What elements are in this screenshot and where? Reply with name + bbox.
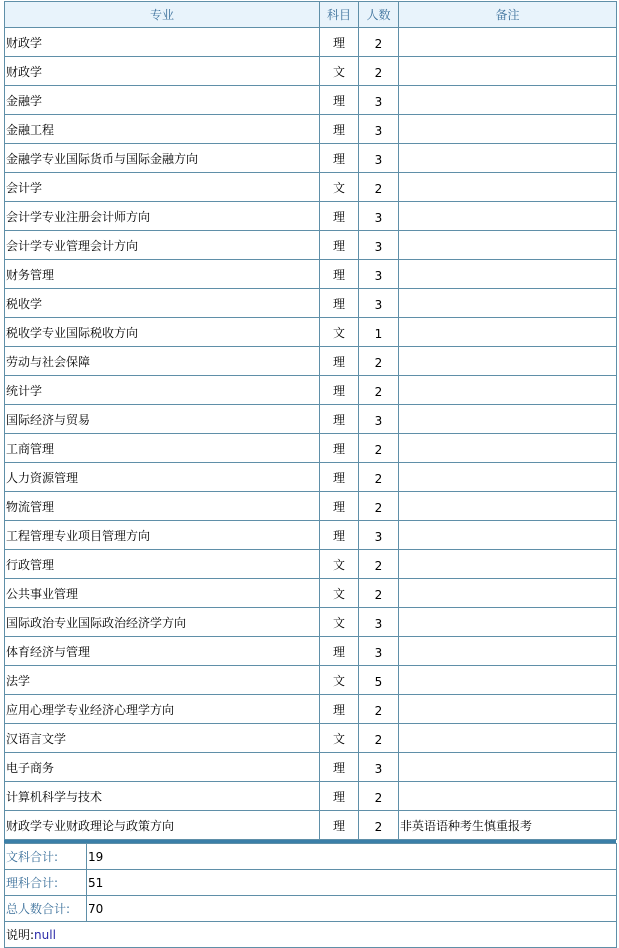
major-cell: 电子商务	[5, 753, 320, 782]
subject-cell: 理	[320, 86, 359, 115]
subject-cell: 理	[320, 463, 359, 492]
remark-cell	[399, 637, 617, 666]
count-cell: 2	[359, 782, 399, 811]
remark-cell	[399, 463, 617, 492]
remark-cell	[399, 666, 617, 695]
count-cell: 3	[359, 115, 399, 144]
major-cell: 税收学专业国际税收方向	[5, 318, 320, 347]
remark-cell	[399, 144, 617, 173]
count-cell: 2	[359, 463, 399, 492]
note-value: null	[34, 928, 56, 942]
table-row	[5, 579, 617, 608]
subject-cell: 理	[320, 753, 359, 782]
subject-cell: 理	[320, 289, 359, 318]
major-cell: 计算机科学与技术	[5, 782, 320, 811]
science-total-value: 51	[87, 870, 617, 896]
major-cell: 会计学专业注册会计师方向	[5, 202, 320, 231]
table-body	[5, 28, 617, 840]
subject-cell: 文	[320, 550, 359, 579]
count-cell: 2	[359, 434, 399, 463]
remark-cell	[399, 347, 617, 376]
table-row	[5, 231, 617, 260]
remark-cell: 非英语语种考生慎重报考	[399, 811, 617, 840]
remark-cell	[399, 753, 617, 782]
count-cell: 2	[359, 724, 399, 753]
major-cell: 国际经济与贸易	[5, 405, 320, 434]
count-cell: 2	[359, 28, 399, 57]
table-row	[5, 376, 617, 405]
major-cell: 劳动与社会保障	[5, 347, 320, 376]
note-row	[5, 922, 617, 948]
subject-cell: 理	[320, 637, 359, 666]
count-cell: 3	[359, 521, 399, 550]
subject-cell: 理	[320, 434, 359, 463]
subject-cell: 理	[320, 260, 359, 289]
subject-cell: 文	[320, 318, 359, 347]
table-row	[5, 260, 617, 289]
table-row	[5, 521, 617, 550]
count-cell: 2	[359, 57, 399, 86]
major-cell: 人力资源管理	[5, 463, 320, 492]
table-row	[5, 57, 617, 86]
arts-total-value: 19	[87, 844, 617, 870]
subject-cell: 理	[320, 405, 359, 434]
table-row	[5, 463, 617, 492]
major-cell: 金融学专业国际货币与国际金融方向	[5, 144, 320, 173]
remark-cell	[399, 434, 617, 463]
header-major: 专业	[5, 2, 320, 28]
count-cell: 3	[359, 202, 399, 231]
table-row	[5, 753, 617, 782]
remark-cell	[399, 86, 617, 115]
remark-cell	[399, 405, 617, 434]
count-cell: 1	[359, 318, 399, 347]
header-subject: 科目	[320, 2, 359, 28]
table-header	[5, 2, 617, 28]
count-cell: 3	[359, 231, 399, 260]
table-row	[5, 666, 617, 695]
count-cell: 3	[359, 405, 399, 434]
subject-cell: 理	[320, 811, 359, 840]
remark-cell	[399, 695, 617, 724]
subject-cell: 文	[320, 724, 359, 753]
major-cell: 金融学	[5, 86, 320, 115]
note-label: 说明:	[6, 928, 35, 942]
major-cell: 应用心理学专业经济心理学方向	[5, 695, 320, 724]
subject-cell: 理	[320, 144, 359, 173]
major-cell: 行政管理	[5, 550, 320, 579]
major-cell: 公共事业管理	[5, 579, 320, 608]
remark-cell	[399, 492, 617, 521]
table-row	[5, 811, 617, 840]
table-row	[5, 608, 617, 637]
table-row	[5, 695, 617, 724]
remark-cell	[399, 579, 617, 608]
count-cell: 3	[359, 260, 399, 289]
major-cell: 汉语言文学	[5, 724, 320, 753]
count-cell: 2	[359, 811, 399, 840]
table-row	[5, 492, 617, 521]
count-cell: 3	[359, 144, 399, 173]
major-cell: 国际政治专业国际政治经济学方向	[5, 608, 320, 637]
subject-cell: 理	[320, 115, 359, 144]
count-cell: 3	[359, 637, 399, 666]
major-cell: 工程管理专业项目管理方向	[5, 521, 320, 550]
count-cell: 2	[359, 376, 399, 405]
header-remark: 备注	[399, 2, 617, 28]
major-cell: 财政学	[5, 28, 320, 57]
major-cell: 财务管理	[5, 260, 320, 289]
count-cell: 2	[359, 550, 399, 579]
table-row	[5, 724, 617, 753]
remark-cell	[399, 376, 617, 405]
remark-cell	[399, 724, 617, 753]
table-row	[5, 637, 617, 666]
table-row	[5, 347, 617, 376]
science-total-label: 理科合计:	[5, 870, 87, 896]
arts-total-label: 文科合计:	[5, 844, 87, 870]
major-cell: 会计学专业管理会计方向	[5, 231, 320, 260]
remark-cell	[399, 260, 617, 289]
header-count: 人数	[359, 2, 399, 28]
table-row	[5, 782, 617, 811]
major-cell: 金融工程	[5, 115, 320, 144]
major-cell: 物流管理	[5, 492, 320, 521]
table-row	[5, 405, 617, 434]
count-cell: 2	[359, 579, 399, 608]
count-cell: 3	[359, 86, 399, 115]
arts-total-row	[5, 844, 617, 870]
count-cell: 5	[359, 666, 399, 695]
major-cell: 财政学	[5, 57, 320, 86]
subject-cell: 理	[320, 28, 359, 57]
table-row	[5, 86, 617, 115]
count-cell: 2	[359, 173, 399, 202]
subject-cell: 理	[320, 231, 359, 260]
table-row	[5, 318, 617, 347]
science-total-row	[5, 870, 617, 896]
major-table	[4, 1, 617, 840]
remark-cell	[399, 289, 617, 318]
major-cell: 工商管理	[5, 434, 320, 463]
summary-table	[4, 843, 617, 948]
subject-cell: 理	[320, 376, 359, 405]
remark-cell	[399, 28, 617, 57]
count-cell: 2	[359, 695, 399, 724]
table-row	[5, 173, 617, 202]
overall-total-label: 总人数合计:	[5, 896, 87, 922]
subject-cell: 文	[320, 57, 359, 86]
remark-cell	[399, 550, 617, 579]
major-cell: 会计学	[5, 173, 320, 202]
remark-cell	[399, 521, 617, 550]
subject-cell: 理	[320, 202, 359, 231]
table-row	[5, 550, 617, 579]
subject-cell: 文	[320, 666, 359, 695]
table-row	[5, 202, 617, 231]
remark-cell	[399, 782, 617, 811]
count-cell: 2	[359, 492, 399, 521]
overall-total-value: 70	[87, 896, 617, 922]
subject-cell: 理	[320, 347, 359, 376]
subject-cell: 文	[320, 608, 359, 637]
table-row	[5, 115, 617, 144]
subject-cell: 文	[320, 579, 359, 608]
subject-cell: 文	[320, 173, 359, 202]
enrollment-plan	[4, 1, 616, 948]
note-cell	[5, 922, 617, 948]
remark-cell	[399, 231, 617, 260]
remark-cell	[399, 57, 617, 86]
remark-cell	[399, 173, 617, 202]
table-row	[5, 28, 617, 57]
count-cell: 3	[359, 608, 399, 637]
count-cell: 3	[359, 753, 399, 782]
table-row	[5, 289, 617, 318]
major-cell: 法学	[5, 666, 320, 695]
subject-cell: 理	[320, 492, 359, 521]
remark-cell	[399, 318, 617, 347]
table-row	[5, 144, 617, 173]
major-cell: 统计学	[5, 376, 320, 405]
subject-cell: 理	[320, 695, 359, 724]
major-cell: 财政学专业财政理论与政策方向	[5, 811, 320, 840]
table-row	[5, 434, 617, 463]
subject-cell: 理	[320, 782, 359, 811]
overall-total-row	[5, 896, 617, 922]
count-cell: 2	[359, 347, 399, 376]
major-cell: 体育经济与管理	[5, 637, 320, 666]
remark-cell	[399, 115, 617, 144]
remark-cell	[399, 202, 617, 231]
subject-cell: 理	[320, 521, 359, 550]
count-cell: 3	[359, 289, 399, 318]
remark-cell	[399, 608, 617, 637]
major-cell: 税收学	[5, 289, 320, 318]
